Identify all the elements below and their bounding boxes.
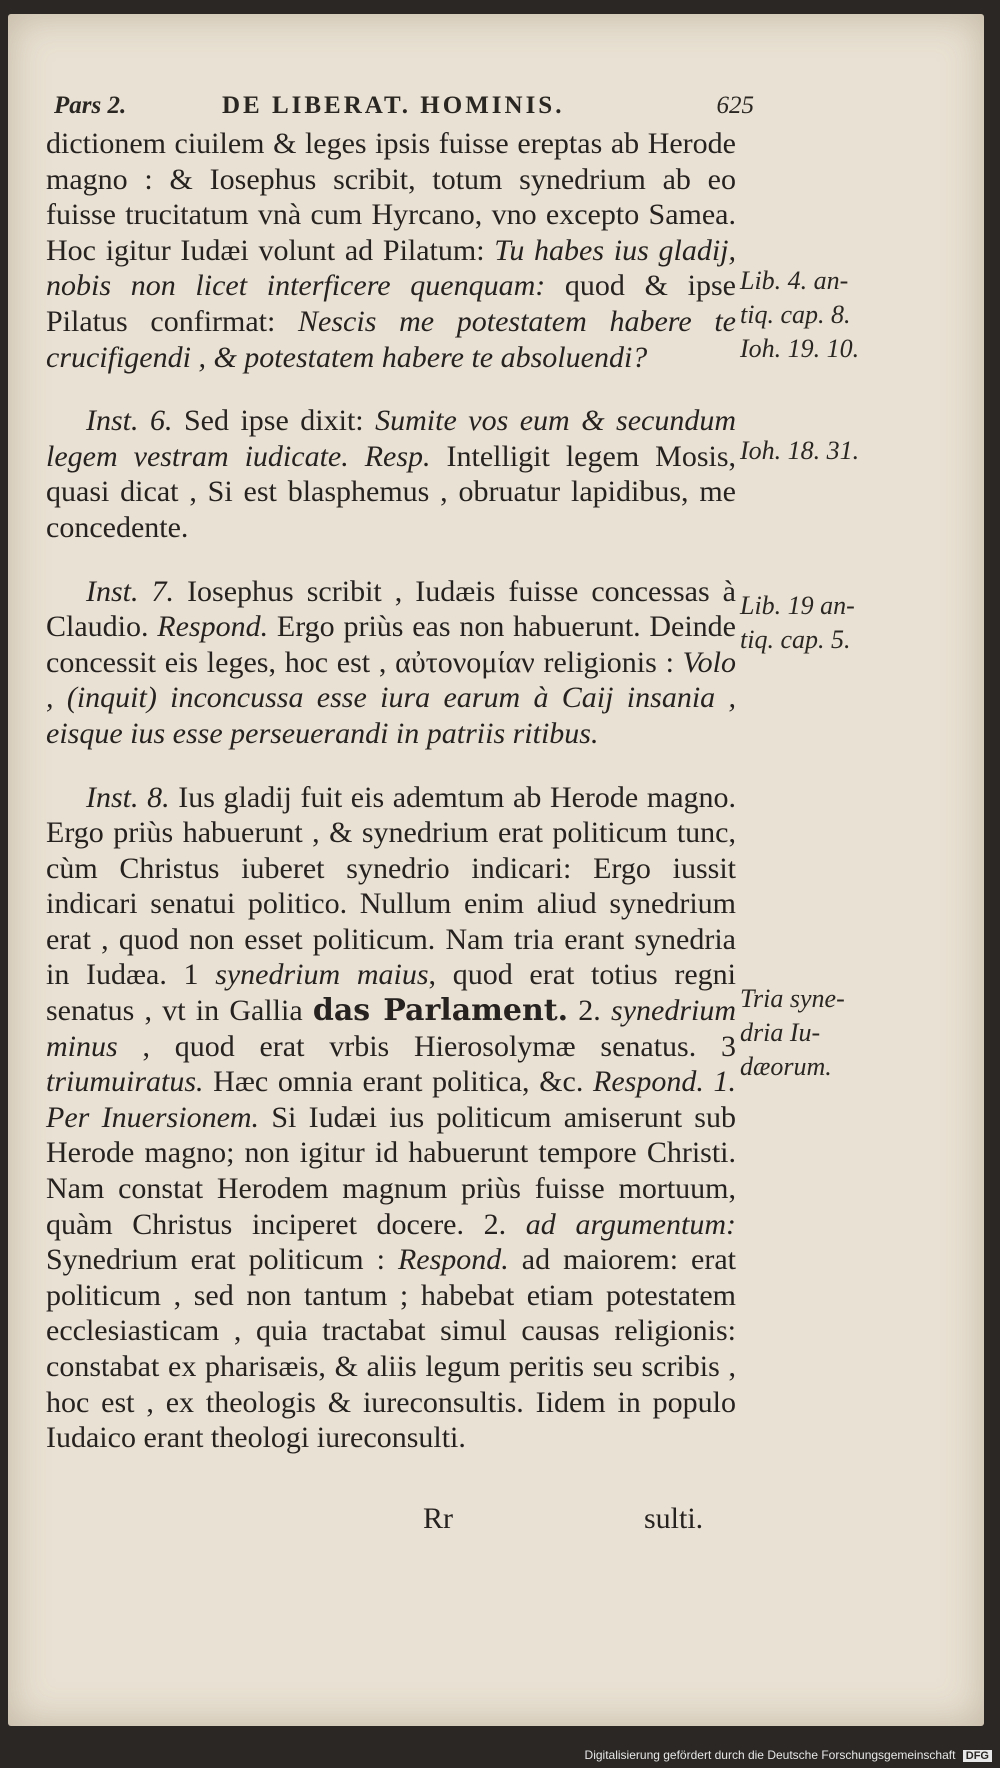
text-run: Volo , (inquit) inconcussa esse iura earum à Caij insania , eisque ius esse perseuerandi in patriis ritibus. — [46, 645, 736, 750]
text-run: Inst. 8. — [86, 780, 170, 814]
marginal-line: Ioh. 19. 10. — [740, 334, 860, 363]
text-run: Inst. 7. — [86, 574, 175, 608]
text-run: Respond. — [157, 610, 269, 644]
marginal-line: dæorum. — [740, 1052, 832, 1081]
running-head-part: Pars 2. — [54, 92, 127, 119]
marginal-line: tiq. cap. 8. — [740, 300, 851, 329]
marginal-line: dria Iu- — [740, 1018, 821, 1047]
marginal-note-2 — [740, 434, 870, 468]
text-run: , quod erat totius regni senatus , vt in Gallia — [46, 958, 737, 1028]
text-run: Intelligit legem Mosis, quasi dicat , Si est blasphemus , obruatur lapidibus, me concedente. — [46, 439, 736, 544]
text-run: Nescis me potestatem habere te crucifigendi , & potestatem habere te absoluendi? — [46, 304, 736, 374]
marginal-line: Lib. 4. an- — [740, 266, 849, 295]
text-run: Tu habes ius gladij, nobis non licet interficere quenquam: — [46, 233, 736, 303]
page-number: 625 — [716, 92, 754, 119]
paragraph-1 — [46, 126, 736, 375]
text-run: das Parlament. — [312, 993, 569, 1029]
text-run: ad maiorem: erat politicum , sed non tantum ; habebat etiam potestatem ecclesiasticam , quia tractabat simul causas religionis: constabat ex pharisæis, & aliis legum peritis seu scribis , hoc est , ex theologis & iureconsultis. Iidem in populo Iudaico erant theologi iureconsulti. — [46, 1243, 736, 1455]
footer-credit — [585, 1748, 992, 1762]
paragraph-3 — [46, 574, 736, 752]
marginal-note-1 — [740, 264, 870, 366]
text-run: triumuiratus. — [46, 1065, 204, 1099]
signature-mark: Rr — [423, 1502, 453, 1535]
text-run: Inst. 6. — [86, 404, 173, 438]
text-run: Iosephus scribit , Iudæis fuisse concessas à Claudio. — [46, 574, 736, 644]
marginal-line: Ioh. 18. 31. — [740, 436, 860, 465]
text-run: Respond. — [397, 1243, 509, 1277]
text-run: Ergo priùs eas non habuerunt. Deinde concessit eis leges, hoc est , αὐτονομίαν religionis : — [46, 610, 736, 679]
text-run: synedrium maius — [215, 958, 429, 992]
running-head-title: DE LIBERAT. HOMINIS. — [222, 92, 565, 119]
paragraph-2 — [46, 403, 736, 545]
text-run: Sumite vos eum & secundum legem vestram iudicate. Resp. — [46, 404, 737, 473]
marginal-line: tiq. cap. 5. — [740, 625, 851, 654]
text-run: 2. — [568, 994, 612, 1028]
paragraph-4 — [46, 780, 736, 1456]
book-page — [8, 14, 984, 1726]
catchword: sulti. — [644, 1502, 704, 1535]
text-run: Sed ipse dixit: — [172, 404, 376, 438]
footer-text: Digitalisierung gefördert durch die Deutsche Forschungsgemeinschaft — [584, 1748, 956, 1762]
main-text — [46, 126, 736, 1456]
text-run: synedrium minus — [46, 994, 736, 1063]
text-run: Hæc omnia erant politica, &c. — [203, 1065, 594, 1099]
text-run: Si Iudæi ius politicum amiserunt sub Herode magno; non igitur id habuerunt tempore Christi. Nam constat Herodem magnum priùs fuisse mortuum, quàm Christus inciperet docere. 2. — [46, 1100, 736, 1241]
text-run: quod & ipse Pilatus confirmat: — [46, 269, 736, 338]
text-run: , quod erat vrbis Hierosolymæ senatus. 3 — [117, 1029, 736, 1063]
marginal-line: Tria syne- — [740, 984, 845, 1013]
text-run: Ius gladij fuit eis ademtum ab Herode magno. Ergo priùs habuerunt , & synedrium erat politicum tunc, cùm Christus iuberet synedrio indicari: Ergo iussit indicari senatui politico. Nullum enim aliud synedrium erat , quod non esset politicum. Nam tria erant synedria in Iudæa. 1 — [46, 780, 737, 992]
text-run: dictionem ciuilem & leges ipsis fuisse ereptas ab Herode magno : & Iosephus scribit, totum synedrium ab eo fuisse trucitatum vnà cum Hyrcano, vno excepto Samea. Hoc igitur Iudæi volunt ad Pilatum: — [46, 127, 736, 267]
marginal-note-4 — [740, 982, 870, 1084]
text-run: Synedrium erat politicum : — [46, 1243, 398, 1277]
marginal-line: Lib. 19 an- — [740, 591, 855, 620]
marginal-note-3 — [740, 589, 870, 657]
text-run: Respond. 1. Per Inuersionem. — [46, 1065, 736, 1134]
dfg-logo: DFG — [963, 1750, 992, 1762]
text-run: ad argumentum: — [525, 1207, 736, 1241]
